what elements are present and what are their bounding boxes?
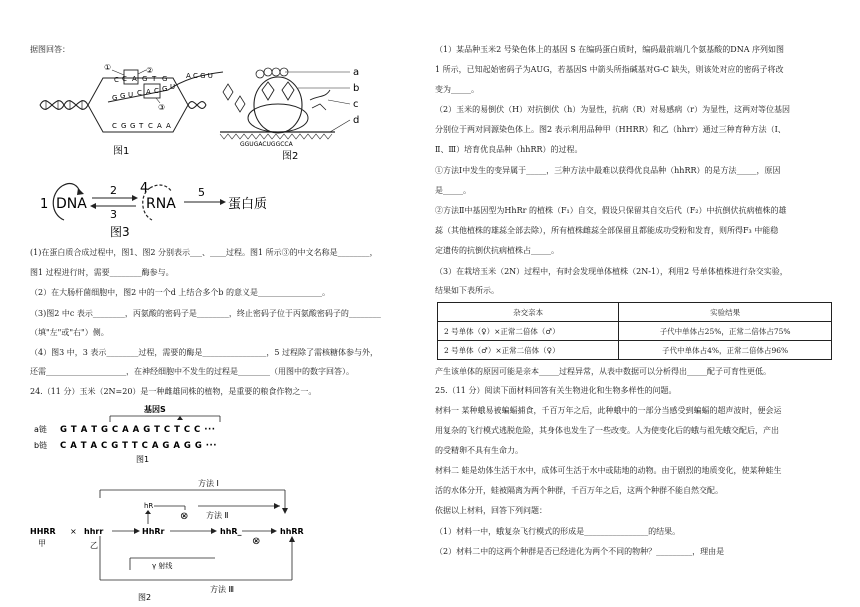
q4-line2: 还需____________________，在神经细胞中不发生的过程是________（用图中的数字回答）。 (30, 367, 354, 376)
fig1-rna-base: U (128, 91, 134, 99)
r-q3-after: 产生该单体的原因可能是亲本_____过程异常，从表中数据可以分析得出_____配子可育性更低。 (435, 367, 771, 376)
fig3-num-5: 5 (198, 186, 205, 199)
r-q2a-line1: ①方法Ⅰ中发生的变异属于_____，三种方法中最难以获得优良品种（hhRR）的是方法_____，原因 (435, 166, 781, 175)
parent-HHRR: HHRR (30, 527, 56, 536)
breeding-figure (30, 468, 350, 604)
fig1-top-base: G (142, 75, 148, 83)
parent-yi: 乙 (90, 541, 98, 550)
breed-fig-caption: 图2 (138, 593, 152, 602)
fig1-rna-base: G (120, 92, 126, 100)
r-q2a-line2: 是_____。 (435, 186, 471, 195)
r-q3-line2: 结果如下表所示。 (435, 286, 499, 295)
a-strand-label: a链 (34, 425, 47, 434)
fig1-bottom-base: C (112, 122, 117, 130)
fig2-caption: 图2 (282, 151, 299, 160)
fig1-rna-base: U (170, 83, 176, 91)
fig1-rna-base: A (146, 88, 151, 96)
figure-3-central-dogma (40, 168, 270, 240)
gamete-hR: hR (144, 502, 154, 510)
r-m1-line2: 用复杂的飞行模式逃脱危险，其身体也发生了一些改变。人为使变化后的蛾与祖先蛾交配后，产出 (435, 426, 779, 435)
fig1-rna-base: G (112, 94, 118, 102)
selfing-symbol-2: ⊗ (252, 536, 261, 547)
r-q2-line1: （2）玉米的易倒伏（H）对抗倒伏（h）为显性，抗病（R）对易感病（r）为显性，这两对等位基因 (435, 105, 791, 114)
target-hhRR: hhRR (280, 527, 304, 536)
table-cell: 2 号单体（♂）×正常二倍体（♀） (438, 341, 619, 360)
fig1-rna-tail: A C G U (186, 72, 213, 80)
fig1-top-base: C (114, 76, 119, 84)
gene-s-title: 基因S (144, 405, 166, 414)
table-header: 杂交亲本 (438, 303, 619, 322)
r-q3-line1: （3）在栽培玉米（2N）过程中，有时会发现单体植株（2N-1），利用2 号单体植株进行杂交实验， (435, 267, 788, 276)
fig1-bottom-base: A (157, 122, 162, 130)
figure-2-translation (200, 60, 365, 160)
fig1-rna-base: G (162, 85, 168, 93)
fig1-rna-base: C (137, 89, 142, 97)
r-q1-line2: 1 所示，已知起始密码子为AUG，若基因S 中箭头所指碱基对G-C 缺失，则该处对应的密码子将改 (435, 65, 784, 74)
intro-text: 据图回答： (30, 45, 70, 54)
table-cell: 2 号单体（♀）×正常二倍体（♂） (438, 322, 619, 341)
q1-line1: (1)在蛋白质合成过程中，图1、图2 分别表示___、____过程。图1 所示③的中文名称是________， (30, 248, 378, 257)
fig1-bottom-base: C (148, 122, 153, 130)
r-basis: 依据以上材料，回答下列问题： (435, 506, 547, 515)
fig3-rna: RNA (146, 196, 176, 212)
r-m2-line1: 材料二 蛙是幼体生活于水中，成体可生活于水中或陆地的动物。由于剧烈的地质变化，使某种蛙生 (435, 466, 782, 475)
table-row (438, 322, 832, 341)
b-strand-label: b链 (34, 441, 48, 450)
table-row (438, 341, 832, 360)
fig1-top-base: C (122, 75, 127, 83)
fig2-label-d: d (353, 115, 360, 126)
fig3-num-2: 2 (110, 184, 117, 197)
r-q2b-line3: 定遗传的抗倒伏抗病植株占_____。 (435, 246, 559, 255)
cross-symbol: × (70, 527, 77, 536)
r-q1-line1: （1）某品种玉米2 号染色体上的基因 S 在编码蛋白质时，编码最前端几个氨基酸的DNA 序列如图 (435, 45, 785, 54)
r-q2-line2: 分别位于两对同源染色体上。图2 表示利用品种甲（HHRR）和乙（hhrr）通过三种育种方法（Ⅰ、 (435, 125, 786, 134)
r-q25-title: 25.（11 分）阅读下面材料回答有关生物进化和生物多样性的问题。 (435, 386, 677, 395)
fig1-rna-base: C (154, 87, 159, 95)
fig1-bottom-base: A (166, 122, 171, 130)
q3-line2: （填"左"或"右"）侧。 (30, 328, 109, 337)
r-q2-line3: Ⅱ、Ⅲ）培育优良品种（hhRR）的过程。 (435, 145, 583, 154)
r-m1-line3: 的受精卵不具有生命力。 (435, 446, 523, 455)
fig2-label-b: b (353, 83, 360, 94)
fig3-num-1: 1 (40, 197, 49, 212)
r-m2-line2: 活的水体分开，蛙被隔离为两个种群，千百万年之后，这两个种群不能自然交配。 (435, 486, 723, 495)
gene-s-figure (30, 402, 330, 468)
r-m1-line1: 材料一 某种蛾易被蝙蝠捕食，千百万年之后，此种蛾中的一部分当感受到蝙蝠的超声波时，便会运 (435, 406, 782, 415)
r-q2b-line2: 蕊（其他植株的雄蕊全部去除），所有植株雌蕊全部保留且都能成功受粉和发育，则所得F₃ 中能稳 (435, 226, 779, 235)
results-table (437, 302, 832, 360)
b-strand-seq: C A T A C G T T C A G A G G ··· (60, 441, 217, 451)
fig3-caption: 图3 (110, 225, 130, 239)
method-2-label: 方法 Ⅱ (206, 511, 229, 520)
fig1-bottom-base: T (139, 122, 144, 130)
f2-hhR: hhR_ (220, 527, 242, 536)
fig2-codon-strip: GGUGACUGGCCA (240, 141, 293, 148)
table-cell: 子代中单体占4%，正常二倍体占96% (619, 341, 832, 360)
method-1-label: 方法 I (198, 479, 219, 488)
fig2-label-a: a (353, 67, 360, 78)
fig1-top-base: T (152, 75, 157, 83)
fig3-dna: DNA (56, 196, 87, 212)
r-a2: （2）材料二中的这两个种群是否已经进化为两个不同的物种？_________，理由是 (435, 547, 725, 556)
fig3-num-3: 3 (110, 208, 117, 221)
r-q1-line3: 变为_____。 (435, 85, 479, 94)
fig1-label-3: ③ (158, 103, 166, 112)
r-q2b-line1: ②方法Ⅱ中基因型为HhRr 的植株（F₁）自交，假设只保留其自交后代（F₂）中抗倒伏抗病植株的雄 (435, 206, 787, 215)
q3-line1: （3)图2 中c 表示________，丙氨酸的密码子是________，终止密码子位于丙氨酸密码子的________ (30, 309, 381, 318)
method-3-label: 方法 Ⅲ (210, 585, 235, 594)
fig2-label-c: c (353, 99, 359, 110)
fig1-top-base: G (162, 75, 168, 83)
table-header: 实验结果 (619, 303, 832, 322)
fig1-label-2: ② (146, 66, 154, 75)
fig3-num-4: 4 (140, 181, 149, 196)
q2-text: （2）在大肠杆菌细胞中，图2 中的一个d 上结合多个b 的意义是________________。 (30, 288, 331, 297)
selfing-symbol-1: ⊗ (180, 511, 189, 522)
table-cell: 子代中单体占25%，正常二倍体占75% (619, 322, 832, 341)
parent-hhrr: hhrr (84, 527, 104, 536)
q4-line1: （4）图3 中，3 表示________过程，需要的酶是________________，5 过程除了需核糖体参与外， (30, 348, 378, 357)
table-header-row (438, 303, 832, 322)
fig1-top-base: A (132, 75, 137, 83)
fig1-bottom-base: G (121, 122, 127, 130)
q1-line2: 图1 过程进行时，需要________酶参与。 (30, 268, 174, 277)
r-a1: （1）材料一中，蛾复杂飞行模式的形成是________________的结果。 (435, 527, 681, 536)
fig1-caption: 图1 (113, 146, 130, 157)
gene-fig-caption: 图1 (136, 455, 150, 464)
gamma-ray-label: γ 射线 (152, 562, 173, 570)
f1-HhRr: HhRr (142, 527, 165, 536)
fig1-label-1: ① (104, 63, 112, 72)
parent-jia: 甲 (38, 539, 46, 548)
fig3-protein: 蛋白质 (228, 197, 268, 212)
fig1-bottom-base: G (130, 122, 136, 130)
a-strand-seq: G T A T G C A A G T C T C C ··· (60, 425, 216, 435)
q24-title: 24.（11 分）玉米（2N=20）是一种雌雄同株的植物，是重要的粮食作物之一。 (30, 387, 317, 396)
